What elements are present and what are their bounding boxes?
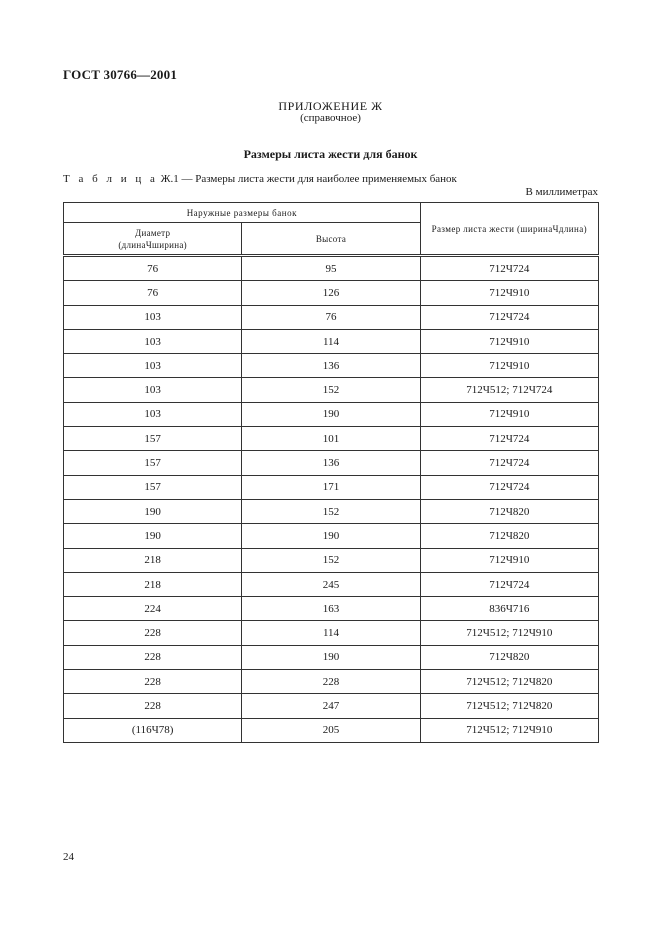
cell-sheet-size: 712Ч512; 712Ч724 xyxy=(420,378,598,402)
table-row xyxy=(64,402,599,426)
cell-sheet-size: 712Ч512; 712Ч910 xyxy=(420,718,598,742)
cell-height: 76 xyxy=(242,305,420,329)
cell-diameter: 190 xyxy=(64,524,242,548)
header-diameter-line1: Диаметр xyxy=(135,227,171,238)
table-row xyxy=(64,329,599,353)
cell-diameter: 157 xyxy=(64,475,242,499)
cell-sheet-size: 712Ч910 xyxy=(420,402,598,426)
appendix-subtitle: (справочное) xyxy=(300,112,361,124)
table-row xyxy=(64,475,599,499)
cell-sheet-size: 712Ч910 xyxy=(420,548,598,572)
table-row xyxy=(64,572,599,596)
cell-diameter: 103 xyxy=(64,329,242,353)
cell-height: 190 xyxy=(242,402,420,426)
header-outer-dimensions: Наружные размеры банок xyxy=(64,203,421,223)
cell-diameter: 76 xyxy=(64,281,242,305)
document-code: ГОСТ 30766—2001 xyxy=(63,67,178,82)
cell-diameter: 76 xyxy=(64,256,242,281)
cell-diameter: 190 xyxy=(64,499,242,523)
units-note: В миллиметрах xyxy=(525,186,598,198)
cell-height: 136 xyxy=(242,451,420,475)
table-row xyxy=(64,256,599,281)
table-row xyxy=(64,305,599,329)
cell-diameter: 103 xyxy=(64,402,242,426)
cell-height: 101 xyxy=(242,427,420,451)
cell-diameter: 228 xyxy=(64,694,242,718)
cell-height: 114 xyxy=(242,329,420,353)
cell-height: 114 xyxy=(242,621,420,645)
cell-height: 171 xyxy=(242,475,420,499)
table-row xyxy=(64,548,599,572)
cell-height: 163 xyxy=(242,597,420,621)
page-number: 24 xyxy=(63,851,74,863)
table-caption-label: Т а б л и ц а xyxy=(63,173,158,185)
table-row xyxy=(64,281,599,305)
cell-height: 190 xyxy=(242,645,420,669)
cell-diameter: 228 xyxy=(64,645,242,669)
cell-height: 126 xyxy=(242,281,420,305)
sheet-size-table xyxy=(63,202,599,743)
cell-height: 245 xyxy=(242,572,420,596)
cell-sheet-size: 712Ч910 xyxy=(420,281,598,305)
table-row xyxy=(64,718,599,742)
cell-height: 95 xyxy=(242,256,420,281)
section-title: Размеры листа жести для банок xyxy=(243,147,418,161)
table-header xyxy=(64,203,599,256)
table-row xyxy=(64,499,599,523)
cell-sheet-size: 712Ч820 xyxy=(420,645,598,669)
cell-sheet-size: 712Ч724 xyxy=(420,256,598,281)
table-row xyxy=(64,524,599,548)
cell-diameter: 103 xyxy=(64,378,242,402)
cell-diameter: 157 xyxy=(64,427,242,451)
cell-sheet-size: 712Ч910 xyxy=(420,329,598,353)
cell-sheet-size: 712Ч512; 712Ч820 xyxy=(420,670,598,694)
table-row xyxy=(64,427,599,451)
cell-sheet-size: 712Ч910 xyxy=(420,354,598,378)
cell-diameter: 103 xyxy=(64,354,242,378)
cell-diameter: (116Ч78) xyxy=(64,718,242,742)
cell-height: 152 xyxy=(242,378,420,402)
table-row xyxy=(64,597,599,621)
appendix-title: ПРИЛОЖЕНИЕ Ж xyxy=(278,99,383,113)
cell-sheet-size: 712Ч724 xyxy=(420,475,598,499)
table-row xyxy=(64,354,599,378)
cell-sheet-size: 712Ч724 xyxy=(420,572,598,596)
header-height: Высота xyxy=(242,223,420,256)
cell-diameter: 157 xyxy=(64,451,242,475)
table-row xyxy=(64,670,599,694)
table-caption xyxy=(63,173,457,185)
cell-sheet-size: 712Ч724 xyxy=(420,305,598,329)
cell-diameter: 224 xyxy=(64,597,242,621)
cell-height: 152 xyxy=(242,499,420,523)
table-row xyxy=(64,451,599,475)
table-row xyxy=(64,694,599,718)
table-row xyxy=(64,378,599,402)
cell-height: 136 xyxy=(242,354,420,378)
cell-height: 152 xyxy=(242,548,420,572)
cell-sheet-size: 712Ч820 xyxy=(420,499,598,523)
table-row xyxy=(64,621,599,645)
table-row xyxy=(64,645,599,669)
cell-sheet-size: 836Ч716 xyxy=(420,597,598,621)
cell-height: 190 xyxy=(242,524,420,548)
header-diameter xyxy=(64,223,242,256)
cell-height: 228 xyxy=(242,670,420,694)
header-sheet-size: Размер листа жести (ширинаЧдлина) xyxy=(420,203,598,256)
cell-sheet-size: 712Ч512; 712Ч820 xyxy=(420,694,598,718)
cell-diameter: 103 xyxy=(64,305,242,329)
cell-height: 205 xyxy=(242,718,420,742)
cell-diameter: 218 xyxy=(64,572,242,596)
cell-sheet-size: 712Ч724 xyxy=(420,451,598,475)
cell-diameter: 228 xyxy=(64,621,242,645)
header-diameter-line2: (длинаЧширина) xyxy=(118,239,187,250)
cell-sheet-size: 712Ч820 xyxy=(420,524,598,548)
table-caption-text: Ж.1 — Размеры листа жести для наиболее применяемых банок xyxy=(157,173,457,185)
cell-sheet-size: 712Ч512; 712Ч910 xyxy=(420,621,598,645)
cell-sheet-size: 712Ч724 xyxy=(420,427,598,451)
table-body xyxy=(64,256,599,743)
cell-diameter: 218 xyxy=(64,548,242,572)
cell-diameter: 228 xyxy=(64,670,242,694)
cell-height: 247 xyxy=(242,694,420,718)
